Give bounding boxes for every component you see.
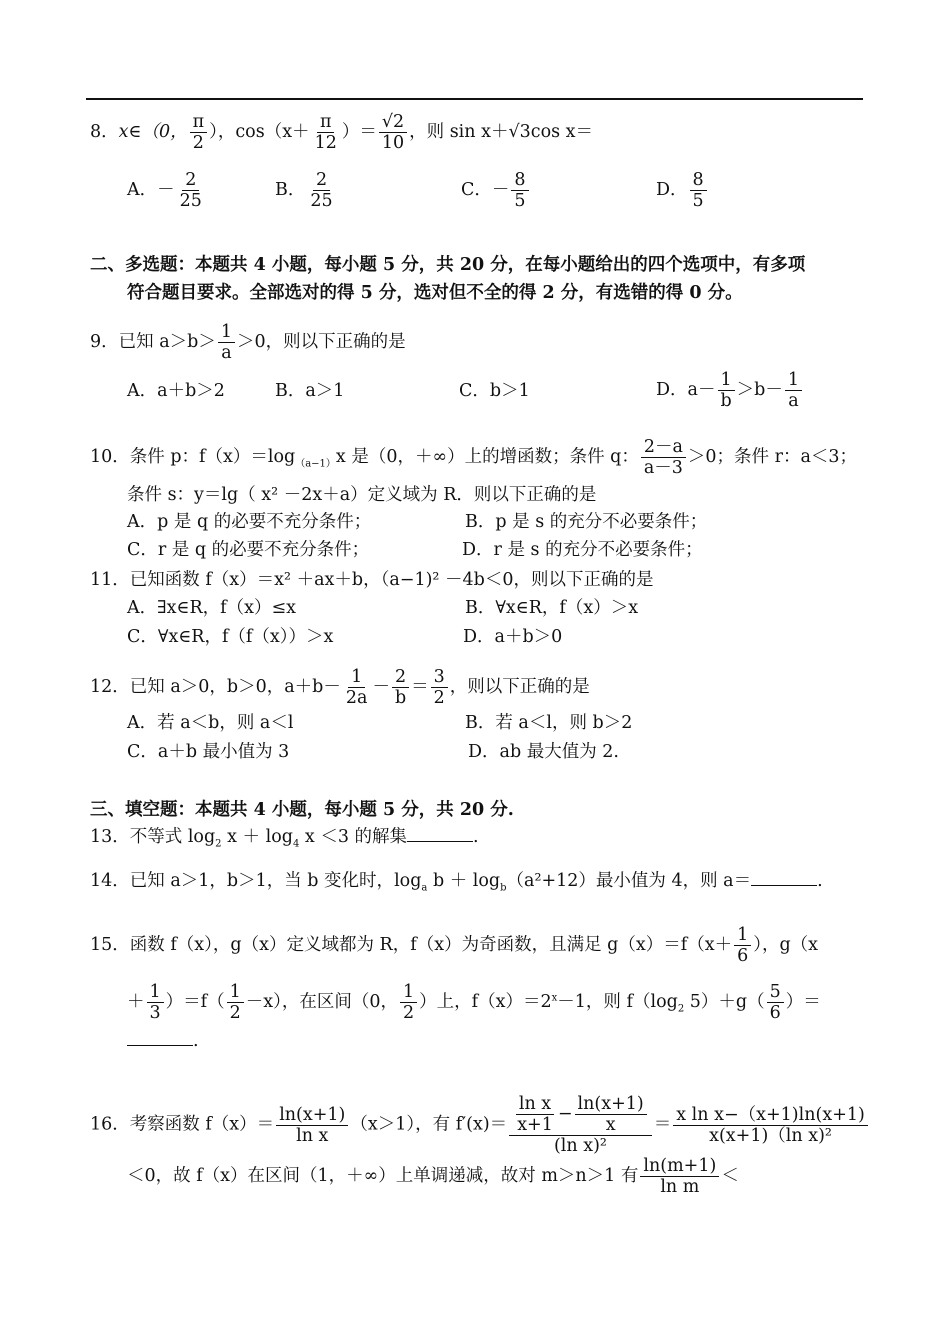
section2-heading-line1: 二、多选题：本题共 4 小题，每小题 5 分，共 20 分，在每小题给出的四个选项中，有多项 — [90, 255, 806, 275]
answer-blank — [751, 873, 817, 886]
q11-option-d: D．a＋b＞0 — [463, 627, 563, 647]
q16-stem-line1: 16．考察函数 f（x）＝ $\frac{\ln(x+1)}{\text{ln x}}$ （x＞1），有 f′(x)＝ $\frac{\text{ln x}}{x+1}$ − $\frac{\ln(x+1)}{x}$ (ln x)² ＝ $\frac{\text{x ln x−（x+1)ln(x+1)}}{\text{x(x+1)（ln x)²}}$ — [90, 1094, 870, 1156]
q15-stem-line1: 15．函数 f（x），g（x）定义域都为 R，f（x）为奇函数，且满足 g（x）＝f（x＋ $\frac{1}{6}$ ），g（x — [90, 925, 819, 967]
frac-pi-2: $\frac{\pi}{2}$ — [190, 112, 208, 153]
q12-option-a: A．若 a＜b，则 a＜l — [127, 713, 294, 733]
q9-option-c: C．b＞1 — [459, 381, 530, 401]
q8-option-d: D． $\frac{8}{5}$ — [656, 170, 709, 211]
q10-option-b: B．p 是 s 的充分不必要条件； — [465, 512, 708, 532]
q9-stem: 9．已知 a＞b＞ $\frac{1}{a}$ ＞0，则以下正确的是 — [90, 322, 406, 364]
q9-option-b: B．a＞1 — [275, 381, 345, 401]
q10-stem-line2: 条件 s：y＝lg（ x² －2x＋a）定义域为 R．则以下正确的是 — [127, 485, 597, 505]
compound-fraction: $\frac{\text{ln x}}{x+1}$ − $\frac{\ln(x+1)}{x}$ (ln x)² — [509, 1094, 652, 1156]
q11-option-a: A．∃x∈R，f（x）≤x — [127, 598, 297, 618]
q8-option-b: B． $\frac{2}{25}$ — [275, 170, 333, 212]
q12-option-d: D．ab 最大值为 2. — [468, 742, 619, 762]
q11-option-c: C．∀x∈R，f（f（x））＞x — [127, 627, 334, 647]
section3-heading: 三、填空题：本题共 4 小题，每小题 5 分，共 20 分. — [90, 800, 514, 820]
q10-stem: 10．条件 p：$f(x)=\log_{(a-1)}x$ 是（0，＋∞）上的增函数；条件 q： $\frac{2-a}{a-3}$ ＞0；条件 r：a＜3； — [90, 437, 858, 479]
q10-option-a: A．p 是 q 的必要不充分条件； — [127, 512, 372, 532]
frac-pi-12: $\frac{\pi}{12}$ — [314, 112, 337, 154]
q9-option-d: D．a－ $\frac{1}{b}$ ＞b－ $\frac{1}{a}$ — [656, 370, 804, 411]
q11-option-b: B．∀x∈R，f（x）＞x — [465, 598, 639, 618]
q14-stem: 14．已知 a＞1，b＞1，当 b 变化时，$\log_a b + \log_b(a^2+12)$最小值为 4，则 a＝ . — [90, 871, 823, 894]
answer-blank — [407, 829, 473, 842]
q12-option-b: B．若 a＜l，则 b＞2 — [465, 713, 633, 733]
q10-option-c: C．r 是 q 的必要不充分条件； — [127, 540, 370, 560]
q9-option-a: A．a＋b＞2 — [127, 381, 225, 401]
q10-option-d: D．r 是 s 的充分不必要条件； — [462, 540, 703, 560]
q13-stem: 13．不等式 $\log_2 x + \log_4 x <3$ 的解集 . — [90, 827, 479, 850]
q16-stem-line2: ＜0，故 f（x）在区间（1，＋∞）上单调递减，故对 m＞n＞1 有 $\frac{\ln(m+1)}{\text{ln m}}$ ＜ — [127, 1156, 739, 1198]
top-rule — [86, 98, 863, 100]
q8-stem: 8．x∈（0， $\frac{\pi}{2}$ ），cos（x＋ $\frac{\pi}{12}$ ）＝ $\frac{√2}{10}$ ，则 sin x＋√3cos x＝ — [90, 112, 594, 154]
q11-stem: 11．已知函数 f（x）＝x² ＋ax＋b，（a−1)² －4b＜0，则以下正确的是 — [90, 570, 654, 590]
section2-heading-line2: 符合题目要求。全部选对的得 5 分，选对但不全的得 2 分，有选错的得 0 分。 — [127, 283, 743, 303]
frac-sqrt2-10: $\frac{√2}{10}$ — [379, 112, 407, 153]
q15-stem-line2: ＋ $\frac{1}{3}$ ）＝f（ $\frac{1}{2}$ －x），在区间（0， $\frac{1}{2}$ ）上，$f(x)=2^x-1$，则 $f(\log_2$ 5）＋g（ $\frac{5}{6}$ ）＝ — [127, 982, 821, 1024]
q12-option-c: C．a＋b 最小值为 3 — [127, 742, 290, 762]
q15-answer-line: . — [127, 1030, 199, 1052]
q12-stem: 12．已知 a＞0，b＞0，a＋b－ $\frac{1}{2a}$ － $\frac{2}{b}$ ＝ $\frac{3}{2}$ ，则以下正确的是 — [90, 667, 590, 709]
q8-option-a: A．－ $\frac{2}{25}$ — [127, 170, 202, 212]
q8-option-c: C．－ $\frac{8}{5}$ — [461, 170, 531, 211]
answer-blank — [127, 1033, 193, 1046]
